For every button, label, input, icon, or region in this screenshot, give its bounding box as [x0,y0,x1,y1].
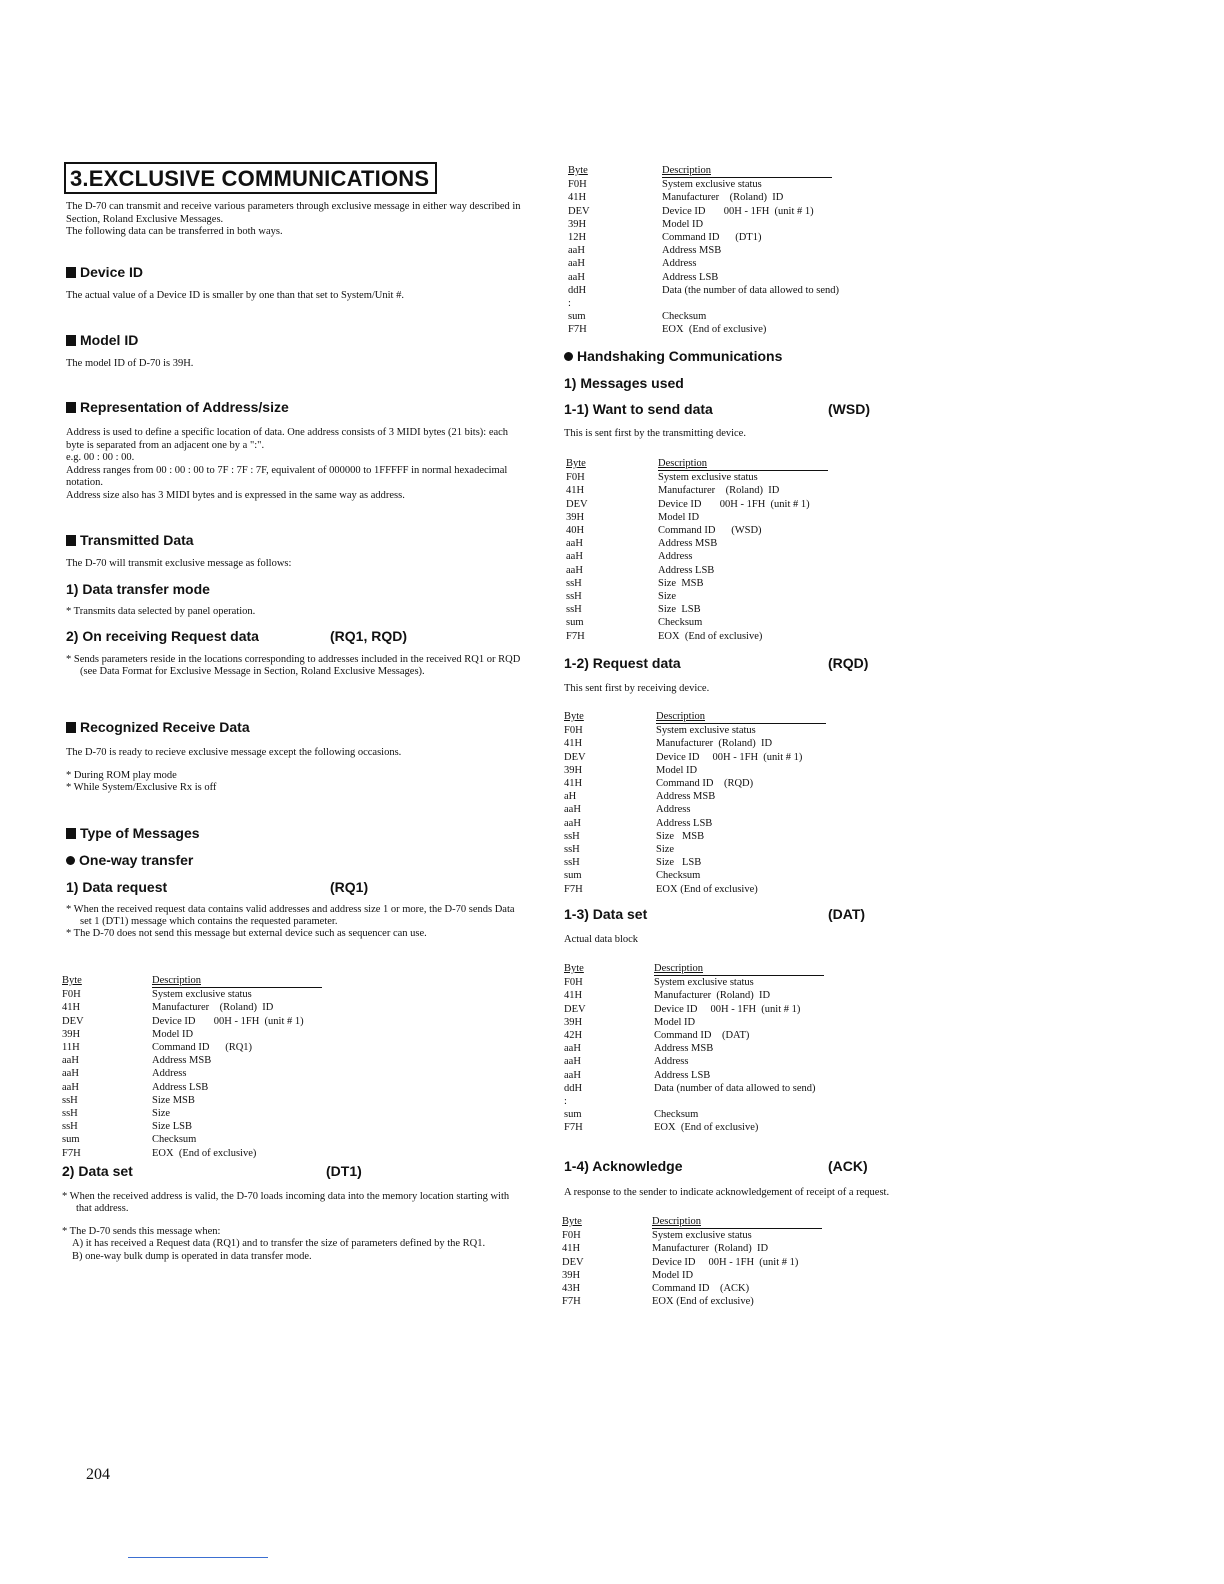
note: * The D-70 does not send this message but external device such as sequencer can use. [66,928,427,939]
table-row [564,1121,984,1134]
description-cell: System exclusive status [658,472,758,484]
device-id-section [66,263,526,303]
table-row [564,737,984,750]
transmitted-text: The D-70 will transmit exclusive message as follows: [66,558,292,569]
table-row [566,550,986,563]
table-row [562,1282,982,1295]
dat-section [564,905,1004,947]
table-row [564,856,984,869]
byte-cell: 39H [562,1269,581,1281]
subheading: 2) Data set (DT1) [62,1163,362,1179]
description-cell: Address LSB [662,271,719,283]
table-row [62,1054,362,1067]
table-header: Byte Description [562,1215,982,1229]
address-text: Address size also has 3 MIDI bytes and is expressed in the same way as address. [66,489,405,501]
table-row [568,244,988,257]
byte-cell: ssH [62,1108,78,1120]
description-cell: Device ID 00H - 1FH (unit # 1) [658,498,810,510]
square-bullet-icon [66,267,76,278]
description-cell: System exclusive status [662,179,762,191]
note: * While System/Exclusive Rx is off [66,781,217,793]
byte-cell: DEV [562,1256,584,1268]
table-row [564,1003,984,1016]
description-cell: EOX (End of exclusive) [658,630,763,642]
byte-cell: 41H [568,192,587,204]
description-cell: Checksum [152,1134,197,1146]
table-row [62,1028,362,1041]
rq1-table [62,974,362,1160]
description-cell: Size LSB [152,1121,192,1133]
table-row [564,724,984,737]
device-id-text: The actual value of a Device ID is smaller by one than that set to System/Unit #. [66,290,404,301]
subheading: Handshaking Communications [564,347,1004,365]
description-cell: Address MSB [654,1043,714,1055]
byte-cell: 41H [564,738,583,750]
table-row [62,1120,362,1133]
byte-cell: 41H [564,778,583,790]
table-row [62,1081,362,1094]
table-row [566,577,986,590]
byte-cell: F0H [564,725,583,737]
table-header: Byte Description [566,457,986,471]
byte-cell: F7H [566,630,585,642]
byte-cell: 41H [62,1002,81,1014]
description-cell: Size [658,591,677,603]
subheading: 1) Data request (RQ1) [66,879,369,895]
intro-block [66,201,526,239]
description-cell: Address [662,258,697,270]
byte-cell: 40H [566,525,585,537]
table-row [568,205,988,218]
description-cell: EOX (End of exclusive) [654,1122,759,1134]
subheading: 1) Data transfer mode [66,580,210,597]
table-row [62,1147,362,1160]
note: * When the received request data contains valid addresses and address size 1 or more, the D-70 sends Data set 1 (DT1) message which contains the requested parameter. [66,904,515,927]
table-row [568,323,988,336]
table-row [564,883,984,896]
description-cell: Model ID [656,764,698,776]
description-cell: Command ID (RQ1) [152,1042,253,1054]
table-row [566,511,986,524]
byte-cell: DEV [568,205,590,217]
description-cell: EOX (End of exclusive) [652,1296,754,1308]
description-cell: Data (number of data allowed to send) [654,1082,816,1094]
table-row [564,1029,984,1042]
description-cell [654,1095,984,1108]
ack-text: A response to the sender to indicate acknowledgement of receipt of a request. [564,1187,890,1198]
model-id-section [66,331,526,371]
byte-cell: sum [568,311,586,323]
description-cell: Size LSB [656,857,702,869]
byte-cell: ddH [564,1082,583,1094]
note: * Transmits data selected by panel operation. [66,605,256,617]
model-id-text: The model ID of D-70 is 39H. [66,358,194,369]
byte-cell: : [564,1096,567,1108]
description-cell: Command ID (DT1) [662,232,762,244]
table-row [62,1041,362,1054]
description-cell: Device ID 00H - 1FH (unit # 1) [152,1015,304,1027]
subheading: One-way transfer [66,851,522,869]
intro-paragraph: The D-70 can transmit and receive various parameters through exclusive message in either way described in Section, Roland Exclusive Messages. [66,201,521,225]
recognized-text: The D-70 is ready to recieve exclusive message except the following occasions. [66,747,402,758]
table-header: Byte Description [564,962,984,976]
table-row [566,524,986,537]
transmitted-section [66,531,522,678]
table-row [566,603,986,616]
description-cell: EOX (End of exclusive) [662,324,767,336]
byte-cell: : [568,298,571,310]
byte-cell: sum [564,870,582,882]
table-row [566,564,986,577]
address-section [66,398,522,502]
description-cell: Size MSB [152,1094,195,1106]
rqd-text: This sent first by receiving device. [564,683,710,694]
table-row [566,537,986,550]
byte-cell: 41H [566,485,585,497]
table-row [564,1055,984,1068]
section-heading: Recognized Receive Data [66,718,522,736]
square-bullet-icon [66,402,76,413]
description-cell: Device ID 00H - 1FH (unit # 1) [662,205,814,217]
table-row [568,284,988,297]
description-cell: EOX (End of exclusive) [656,883,758,895]
byte-cell: aaH [564,1056,581,1068]
subheading: 1-1) Want to send data (WSD) [564,401,870,417]
byte-cell: 43H [562,1283,581,1295]
description-cell: Manufacturer (Roland) ID [662,192,784,204]
byte-cell: DEV [62,1015,84,1027]
table-row [564,1095,984,1108]
byte-cell: 39H [568,218,587,230]
section-heading: Model ID [66,331,526,349]
byte-cell: aaH [568,245,585,257]
description-cell: Manufacturer (Roland) ID [654,990,771,1002]
byte-cell: aaH [62,1081,79,1093]
description-cell: Size [152,1108,171,1120]
byte-cell: F0H [566,472,585,484]
byte-cell: aaH [568,258,585,270]
table-row [568,218,988,231]
note-item: B) one-way bulk dump is operated in data transfer mode. [72,1250,312,1262]
description-cell: Checksum [658,617,703,629]
dt1-table [568,164,988,337]
ack-section [564,1157,1004,1200]
rqd-section [564,654,1004,696]
description-cell: Manufacturer (Roland) ID [658,485,780,497]
description-cell: Device ID 00H - 1FH (unit # 1) [656,751,803,763]
wsd-table [566,457,986,643]
byte-cell: F7H [568,324,587,336]
byte-cell: ddH [568,284,587,296]
description-cell: Model ID [654,1016,696,1028]
description-cell: Address LSB [152,1081,209,1093]
table-row [562,1295,982,1308]
table-row [564,989,984,1002]
byte-cell: aaH [564,817,581,829]
description-cell: Device ID 00H - 1FH (unit # 1) [654,1003,801,1015]
description-cell: Command ID (ACK) [652,1283,750,1295]
table-row [566,590,986,603]
byte-cell: ssH [566,591,582,603]
description-cell: Checksum [654,1109,699,1121]
dat-text: Actual data block [564,934,639,945]
table-row [62,1107,362,1120]
table-row [564,1016,984,1029]
note: * The D-70 sends this message when: [62,1226,221,1237]
circle-bullet-icon [564,352,573,361]
table-row [564,976,984,989]
description-cell: Command ID (WSD) [658,525,762,537]
byte-cell: F0H [562,1230,581,1242]
table-row [62,1094,362,1107]
description-cell: Checksum [656,870,701,882]
description-cell: Checksum [662,311,707,323]
description-cell: Address [654,1056,689,1068]
table-row [62,988,362,1001]
table-row [562,1256,982,1269]
byte-cell: ssH [62,1094,78,1106]
byte-cell: sum [62,1134,80,1146]
section-heading: Transmitted Data [66,531,522,549]
byte-cell: aaH [62,1055,79,1067]
table-row [566,471,986,484]
note: * When the received address is valid, the D-70 loads incoming data into the memory location starting with that address. [62,1191,510,1214]
intro-paragraph: The following data can be transferred in both ways. [66,226,283,237]
table-row [568,191,988,204]
byte-cell: sum [564,1109,582,1121]
description-cell: EOX (End of exclusive) [152,1147,257,1159]
byte-cell: aaH [564,1043,581,1055]
description-cell: Address LSB [658,564,715,576]
description-cell: Model ID [662,218,704,230]
subheading: 1-4) Acknowledge (ACK) [564,1158,868,1174]
circle-bullet-icon [66,856,75,865]
byte-cell: aaH [62,1068,79,1080]
square-bullet-icon [66,722,76,733]
byte-cell: aH [564,791,577,803]
description-cell: Address MSB [662,245,722,257]
byte-cell: aaH [568,271,585,283]
wsd-text: This is sent first by the transmitting device. [564,428,746,439]
table-row [566,616,986,629]
note: * During ROM play mode [66,769,177,781]
byte-cell: F7H [562,1296,581,1308]
description-cell: Address LSB [654,1069,711,1081]
table-row [564,1082,984,1095]
table-row [566,630,986,643]
address-text: e.g. 00 : 00 : 00. [66,452,135,463]
table-row [564,764,984,777]
description-cell: Size MSB [656,830,705,842]
subheading: 1) Messages used [564,375,684,391]
table-row [562,1242,982,1255]
table-row [568,178,988,191]
description-cell: Size [656,844,675,856]
byte-cell: F0H [62,989,81,1001]
byte-cell: sum [566,617,584,629]
byte-cell: ssH [564,844,580,856]
byte-cell: aaH [564,804,581,816]
subheading: 2) On receiving Request data (RQ1, RQD) [66,627,407,644]
description-cell: System exclusive status [654,977,754,989]
byte-cell: ssH [564,857,580,869]
byte-cell: DEV [566,498,588,510]
description-cell: Command ID (RQD) [656,778,754,790]
description-cell: System exclusive status [152,989,252,1001]
rqd-table [564,710,984,896]
byte-cell: ssH [564,830,580,842]
table-header: Byte Description [62,974,362,988]
byte-cell: F7H [564,883,583,895]
handshake-section [564,347,1004,441]
description-cell: Address LSB [656,817,713,829]
table-row [564,843,984,856]
square-bullet-icon [66,535,76,546]
table-row [62,1015,362,1028]
description-cell: Manufacturer (Roland) ID [656,738,773,750]
table-row [564,817,984,830]
ack-table [562,1215,982,1308]
section-title: 3.EXCLUSIVE COMMUNICATIONS [64,162,437,194]
table-row [564,1069,984,1082]
square-bullet-icon [66,828,76,839]
footer-divider [128,1557,268,1558]
description-cell: Size LSB [658,604,701,616]
description-cell: Address MSB [658,538,718,550]
table-row [564,869,984,882]
byte-cell: 41H [562,1243,581,1255]
table-row [62,1001,362,1014]
table-row [564,1108,984,1121]
table-row [568,310,988,323]
byte-cell: aaH [566,551,583,563]
description-cell: System exclusive status [656,725,756,737]
subheading: 1-3) Data set (DAT) [564,906,866,922]
description-cell: Manufacturer (Roland) ID [652,1243,769,1255]
section-heading: Representation of Address/size [66,398,522,416]
table-row [568,231,988,244]
byte-cell: 42H [564,1030,583,1042]
byte-cell: 11H [62,1042,80,1054]
recognized-section [66,718,522,794]
table-row [562,1269,982,1282]
table-row [564,790,984,803]
description-cell [662,297,988,310]
description-cell: Model ID [658,511,700,523]
table-row [564,830,984,843]
byte-cell: 39H [564,764,583,776]
table-row [562,1229,982,1242]
byte-cell: 39H [564,1016,583,1028]
description-cell: Command ID (DAT) [654,1030,750,1042]
description-cell: Address MSB [152,1055,212,1067]
subheading: 1-2) Request data (RQD) [564,655,869,671]
page-number: 204 [86,1466,110,1483]
table-row [564,777,984,790]
address-text: Address is used to define a specific location of data. One address consists of 3 MIDI bytes (21 bits): each byte is separated from an adjacent one by a ":". [66,427,509,451]
section-heading: Device ID [66,263,526,281]
description-cell: System exclusive status [652,1230,752,1242]
byte-cell: ssH [566,604,582,616]
byte-cell: DEV [564,1003,586,1015]
byte-cell: F0H [564,977,583,989]
description-cell: Address [658,551,693,563]
description-cell: Address MSB [656,791,716,803]
byte-cell: aaH [566,564,583,576]
types-section [66,824,522,940]
table-row [62,1133,362,1146]
table-row [566,484,986,497]
square-bullet-icon [66,335,76,346]
dat-table [564,962,984,1135]
byte-cell: 39H [62,1028,81,1040]
table-header: Byte Description [564,710,984,724]
address-text: Address ranges from 00 : 00 : 00 to 7F : 7F : 7F, equivalent of 000000 to 1FFFFF in normal hexadecimal notation. [66,464,508,488]
byte-cell: 41H [564,990,583,1002]
description-cell: Address [656,804,691,816]
byte-cell: DEV [564,751,586,763]
byte-cell: aaH [566,538,583,550]
note-item: A) it has received a Request data (RQ1) and to transfer the size of parameters defined by the RQ1. [72,1238,486,1249]
description-cell: Model ID [652,1269,694,1281]
description-cell: Size MSB [658,577,704,589]
byte-cell: 12H [568,232,587,244]
byte-cell: ssH [62,1121,78,1133]
section-heading: Type of Messages [66,824,522,842]
description-cell: Data (the number of data allowed to send) [662,284,839,296]
byte-cell: aaH [564,1069,581,1081]
byte-cell: 39H [566,511,585,523]
table-row [568,271,988,284]
table-header: Byte Description [568,164,988,178]
dt1-section [62,1162,522,1263]
table-row [566,498,986,511]
description-cell: Device ID 00H - 1FH (unit # 1) [652,1256,799,1268]
table-row [564,803,984,816]
table-row [62,1067,362,1080]
byte-cell: F7H [62,1147,81,1159]
byte-cell: F7H [564,1122,583,1134]
table-row [568,257,988,270]
description-cell: Manufacturer (Roland) ID [152,1002,274,1014]
description-cell: Model ID [152,1028,194,1040]
description-cell: Address [152,1068,187,1080]
byte-cell: F0H [568,179,587,191]
table-row [564,751,984,764]
table-row [568,297,988,310]
table-row [564,1042,984,1055]
note: * Sends parameters reside in the locations corresponding to addresses included in the received RQ1 or RQD (see Data Format for Exclusive Message in Section, Roland Exclusive Messages). [66,653,521,677]
byte-cell: ssH [566,577,582,589]
